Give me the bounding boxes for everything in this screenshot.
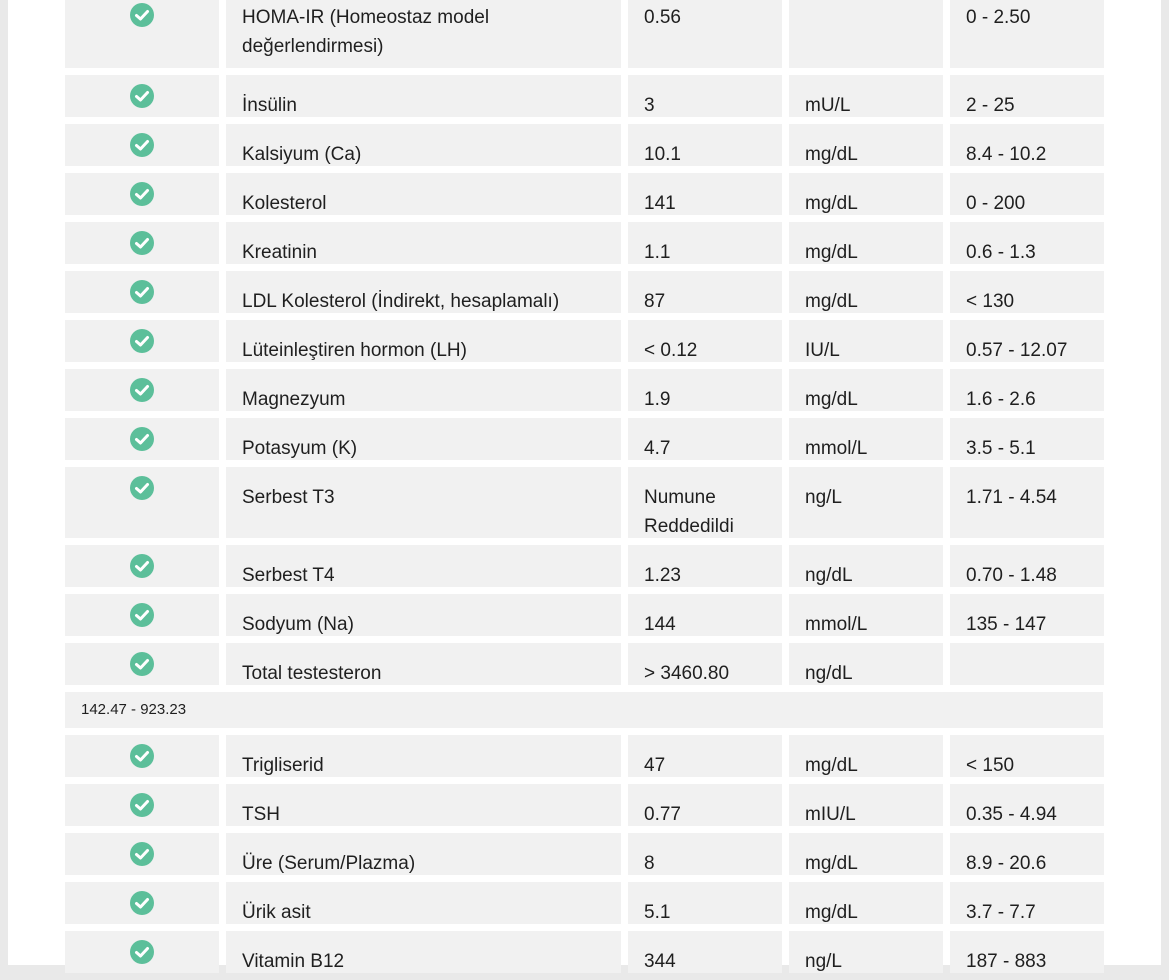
test-name: Üre (Serum/Plazma)	[226, 833, 621, 875]
reference-range: 187 - 883	[950, 931, 1104, 973]
test-value: < 0.12	[628, 320, 782, 362]
test-unit: mmol/L	[789, 594, 943, 636]
test-unit: ng/L	[789, 467, 943, 538]
status-cell	[65, 124, 219, 166]
check-circle-icon	[130, 744, 154, 768]
test-name: Ürik asit	[226, 882, 621, 924]
test-value: 144	[628, 594, 782, 636]
test-value: 344	[628, 931, 782, 973]
check-circle-icon	[130, 182, 154, 206]
test-name: Potasyum (K)	[226, 418, 621, 460]
reference-range: 1.71 - 4.54	[950, 467, 1104, 538]
reference-range: < 130	[950, 271, 1104, 313]
test-unit: mg/dL	[789, 222, 943, 264]
check-circle-icon	[130, 554, 154, 578]
table-row	[65, 735, 1103, 777]
check-circle-icon	[130, 940, 154, 964]
test-name: Total testesteron	[226, 643, 621, 685]
test-name: Serbest T4	[226, 545, 621, 587]
test-value: 1.1	[628, 222, 782, 264]
test-value: 141	[628, 173, 782, 215]
test-unit: mIU/L	[789, 784, 943, 826]
test-value: 87	[628, 271, 782, 313]
test-value: Numune Reddedildi	[628, 467, 782, 538]
status-cell	[65, 833, 219, 875]
check-circle-icon	[130, 652, 154, 676]
table-row	[65, 0, 1103, 68]
test-name: HOMA-IR (Homeostaz model değerlendirmesi)	[226, 0, 621, 68]
test-unit: mU/L	[789, 75, 943, 117]
status-cell	[65, 784, 219, 826]
table-row	[65, 833, 1103, 875]
test-unit: IU/L	[789, 320, 943, 362]
table-row	[65, 173, 1103, 215]
table-row	[65, 931, 1103, 973]
check-circle-icon	[130, 133, 154, 157]
table-row	[65, 418, 1103, 460]
test-name: Lüteinleştiren hormon (LH)	[226, 320, 621, 362]
table-row	[65, 594, 1103, 636]
test-name: Serbest T3	[226, 467, 621, 538]
reference-range: 3.5 - 5.1	[950, 418, 1104, 460]
check-circle-icon	[130, 280, 154, 304]
status-cell	[65, 545, 219, 587]
status-cell	[65, 418, 219, 460]
check-circle-icon	[130, 793, 154, 817]
test-unit: mg/dL	[789, 173, 943, 215]
status-cell	[65, 931, 219, 973]
test-value: 5.1	[628, 882, 782, 924]
lab-results-table	[65, 0, 1103, 980]
check-circle-icon	[130, 427, 154, 451]
table-row	[65, 369, 1103, 411]
test-name: Kolesterol	[226, 173, 621, 215]
table-row	[65, 643, 1103, 685]
check-circle-icon	[130, 329, 154, 353]
status-cell	[65, 75, 219, 117]
test-value: > 3460.80	[628, 643, 782, 685]
test-unit: mg/dL	[789, 833, 943, 875]
test-unit: ng/dL	[789, 643, 943, 685]
test-unit: ng/dL	[789, 545, 943, 587]
reference-range: 2 - 25	[950, 75, 1104, 117]
test-value: 0.77	[628, 784, 782, 826]
test-name: Vitamin B12	[226, 931, 621, 973]
check-circle-icon	[130, 891, 154, 915]
status-cell	[65, 594, 219, 636]
check-circle-icon	[130, 378, 154, 402]
test-unit	[789, 0, 943, 68]
reference-range-note: 142.47 - 923.23	[65, 692, 1103, 728]
test-value: 47	[628, 735, 782, 777]
reference-range: 0.70 - 1.48	[950, 545, 1104, 587]
table-row	[65, 75, 1103, 117]
reference-range: 0.35 - 4.94	[950, 784, 1104, 826]
test-value: 0.56	[628, 0, 782, 68]
check-circle-icon	[130, 842, 154, 866]
table-row	[65, 784, 1103, 826]
status-cell	[65, 882, 219, 924]
test-value: 10.1	[628, 124, 782, 166]
reference-range: 135 - 147	[950, 594, 1104, 636]
test-value: 1.9	[628, 369, 782, 411]
test-name: TSH	[226, 784, 621, 826]
check-circle-icon	[130, 603, 154, 627]
reference-range: 8.4 - 10.2	[950, 124, 1104, 166]
reference-range	[950, 643, 1104, 685]
reference-range: 0 - 2.50	[950, 0, 1104, 68]
status-cell	[65, 271, 219, 313]
table-row	[65, 467, 1103, 538]
test-unit: mmol/L	[789, 418, 943, 460]
reference-range: 8.9 - 20.6	[950, 833, 1104, 875]
test-name: Kreatinin	[226, 222, 621, 264]
reference-range: 3.7 - 7.7	[950, 882, 1104, 924]
table-row	[65, 124, 1103, 166]
check-circle-icon	[130, 231, 154, 255]
status-cell	[65, 222, 219, 264]
status-cell	[65, 320, 219, 362]
reference-range: 0.6 - 1.3	[950, 222, 1104, 264]
test-value: 4.7	[628, 418, 782, 460]
check-circle-icon	[130, 3, 154, 27]
test-name: Kalsiyum (Ca)	[226, 124, 621, 166]
test-value: 8	[628, 833, 782, 875]
table-row	[65, 882, 1103, 924]
test-name: Magnezyum	[226, 369, 621, 411]
test-unit: mg/dL	[789, 271, 943, 313]
test-name: LDL Kolesterol (İndirekt, hesaplamalı)	[226, 271, 621, 313]
test-value: 3	[628, 75, 782, 117]
results-page	[8, 0, 1161, 972]
test-value: 1.23	[628, 545, 782, 587]
status-cell	[65, 369, 219, 411]
status-cell	[65, 0, 219, 68]
test-name: İnsülin	[226, 75, 621, 117]
reference-range: 0.57 - 12.07	[950, 320, 1104, 362]
status-cell	[65, 735, 219, 777]
reference-range: < 150	[950, 735, 1104, 777]
test-unit: mg/dL	[789, 369, 943, 411]
test-unit: mg/dL	[789, 735, 943, 777]
table-row	[65, 271, 1103, 313]
table-row	[65, 222, 1103, 264]
test-name: Sodyum (Na)	[226, 594, 621, 636]
test-unit: mg/dL	[789, 124, 943, 166]
reference-range: 0 - 200	[950, 173, 1104, 215]
test-unit: mg/dL	[789, 882, 943, 924]
status-cell	[65, 173, 219, 215]
test-unit: ng/L	[789, 931, 943, 973]
reference-range: 1.6 - 2.6	[950, 369, 1104, 411]
check-circle-icon	[130, 84, 154, 108]
status-cell	[65, 467, 219, 538]
table-row	[65, 320, 1103, 362]
test-name: Trigliserid	[226, 735, 621, 777]
table-row	[65, 545, 1103, 587]
check-circle-icon	[130, 476, 154, 500]
status-cell	[65, 643, 219, 685]
